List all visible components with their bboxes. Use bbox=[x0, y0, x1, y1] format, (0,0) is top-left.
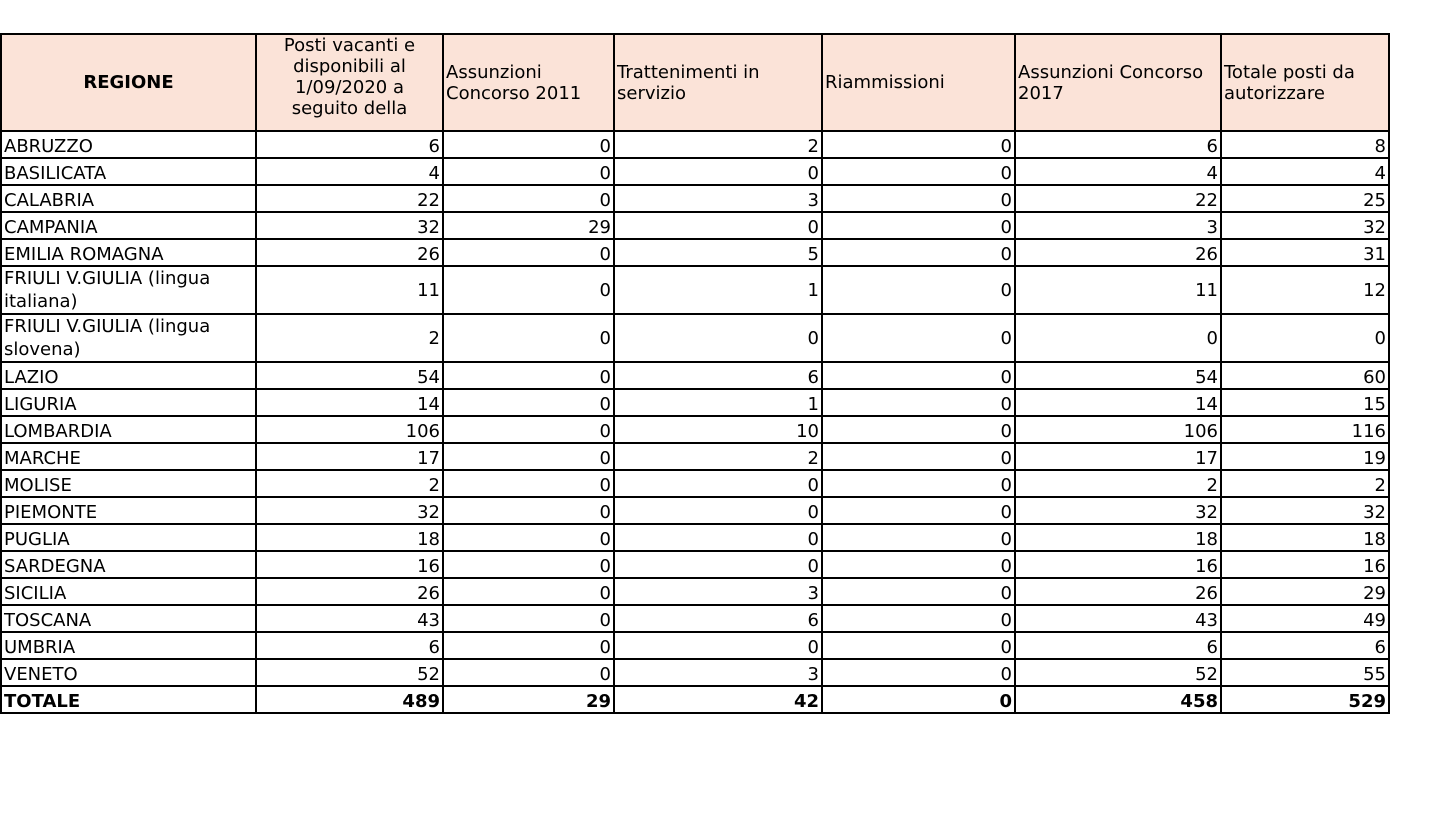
table-row bbox=[1, 416, 1389, 443]
trattenimenti-cell: 2 bbox=[614, 131, 822, 158]
assunzioni-2011-cell: 0 bbox=[443, 524, 614, 551]
table-row bbox=[1, 239, 1389, 266]
riammissioni-cell: 0 bbox=[822, 524, 1015, 551]
trattenimenti-cell: 0 bbox=[614, 212, 822, 239]
totale-cell: 2 bbox=[1221, 470, 1389, 497]
assunzioni-2011-cell: 0 bbox=[443, 605, 614, 632]
table-row bbox=[1, 212, 1389, 239]
totale-cell: 25 bbox=[1221, 185, 1389, 212]
assunzioni-2011-cell: 0 bbox=[443, 443, 614, 470]
assunzioni-2017-cell: 2 bbox=[1015, 470, 1221, 497]
region-cell: PUGLIA bbox=[1, 524, 256, 551]
header-posti-vacanti-text: Posti vacanti e disponibili al 1/09/2020 a seguito della bbox=[283, 35, 416, 119]
totale-cell: 32 bbox=[1221, 212, 1389, 239]
header-totale-posti: Totale posti da autorizzare bbox=[1221, 34, 1389, 131]
table-row bbox=[1, 266, 1389, 314]
header-assunzioni-2011: Assunzioni Concorso 2011 bbox=[443, 34, 614, 131]
assunzioni-2017-cell: 0 bbox=[1015, 314, 1221, 362]
header-riammissioni: Riammissioni bbox=[822, 34, 1015, 131]
total-totale-cell: 529 bbox=[1221, 686, 1389, 713]
trattenimenti-cell: 0 bbox=[614, 524, 822, 551]
posti-cell: 106 bbox=[256, 416, 443, 443]
assunzioni-2011-cell: 29 bbox=[443, 212, 614, 239]
trattenimenti-cell: 3 bbox=[614, 659, 822, 686]
posti-cell: 32 bbox=[256, 497, 443, 524]
region-cell: TOSCANA bbox=[1, 605, 256, 632]
assunzioni-2011-cell: 0 bbox=[443, 239, 614, 266]
posti-cell: 54 bbox=[256, 362, 443, 389]
totale-cell: 6 bbox=[1221, 632, 1389, 659]
region-cell: MOLISE bbox=[1, 470, 256, 497]
assunzioni-2017-cell: 32 bbox=[1015, 497, 1221, 524]
table-row bbox=[1, 551, 1389, 578]
table-row bbox=[1, 314, 1389, 362]
trattenimenti-cell: 6 bbox=[614, 362, 822, 389]
riammissioni-cell: 0 bbox=[822, 314, 1015, 362]
region-cell: UMBRIA bbox=[1, 632, 256, 659]
totale-cell: 15 bbox=[1221, 389, 1389, 416]
table-row bbox=[1, 632, 1389, 659]
region-cell: EMILIA ROMAGNA bbox=[1, 239, 256, 266]
totale-cell: 4 bbox=[1221, 158, 1389, 185]
posti-cell: 52 bbox=[256, 659, 443, 686]
region-cell: FRIULI V.GIULIA (lingua italiana) bbox=[1, 266, 256, 314]
region-cell: SICILIA bbox=[1, 578, 256, 605]
assunzioni-2017-cell: 3 bbox=[1015, 212, 1221, 239]
riammissioni-cell: 0 bbox=[822, 212, 1015, 239]
totale-cell: 12 bbox=[1221, 266, 1389, 314]
assunzioni-2011-cell: 0 bbox=[443, 632, 614, 659]
region-cell: PIEMONTE bbox=[1, 497, 256, 524]
assunzioni-2011-cell: 0 bbox=[443, 497, 614, 524]
assunzioni-2017-cell: 18 bbox=[1015, 524, 1221, 551]
header-posti-vacanti bbox=[256, 34, 443, 131]
table-row bbox=[1, 524, 1389, 551]
assunzioni-2017-cell: 26 bbox=[1015, 578, 1221, 605]
assunzioni-2011-cell: 0 bbox=[443, 578, 614, 605]
trattenimenti-cell: 0 bbox=[614, 632, 822, 659]
posti-cell: 26 bbox=[256, 578, 443, 605]
posti-cell: 4 bbox=[256, 158, 443, 185]
trattenimenti-cell: 0 bbox=[614, 314, 822, 362]
header-regione: REGIONE bbox=[1, 34, 256, 131]
trattenimenti-cell: 3 bbox=[614, 185, 822, 212]
riammissioni-cell: 0 bbox=[822, 551, 1015, 578]
assunzioni-2017-cell: 26 bbox=[1015, 239, 1221, 266]
table-body bbox=[1, 131, 1389, 713]
total-assunzioni-2011-cell: 29 bbox=[443, 686, 614, 713]
region-cell: LAZIO bbox=[1, 362, 256, 389]
table-row bbox=[1, 389, 1389, 416]
region-cell: CALABRIA bbox=[1, 185, 256, 212]
riammissioni-cell: 0 bbox=[822, 470, 1015, 497]
riammissioni-cell: 0 bbox=[822, 389, 1015, 416]
table-row bbox=[1, 578, 1389, 605]
header-assunzioni-2017: Assunzioni Concorso 2017 bbox=[1015, 34, 1221, 131]
totale-cell: 116 bbox=[1221, 416, 1389, 443]
riammissioni-cell: 0 bbox=[822, 497, 1015, 524]
riammissioni-cell: 0 bbox=[822, 362, 1015, 389]
assunzioni-2017-cell: 106 bbox=[1015, 416, 1221, 443]
region-cell: BASILICATA bbox=[1, 158, 256, 185]
posti-cell: 6 bbox=[256, 632, 443, 659]
assunzioni-2017-cell: 4 bbox=[1015, 158, 1221, 185]
riammissioni-cell: 0 bbox=[822, 158, 1015, 185]
riammissioni-cell: 0 bbox=[822, 578, 1015, 605]
trattenimenti-cell: 1 bbox=[614, 389, 822, 416]
region-cell: VENETO bbox=[1, 659, 256, 686]
assunzioni-2017-cell: 54 bbox=[1015, 362, 1221, 389]
table-row bbox=[1, 659, 1389, 686]
table-row bbox=[1, 362, 1389, 389]
assunzioni-2011-cell: 0 bbox=[443, 185, 614, 212]
assunzioni-2017-cell: 17 bbox=[1015, 443, 1221, 470]
table-row bbox=[1, 131, 1389, 158]
regional-positions-table bbox=[0, 33, 1390, 714]
table-row bbox=[1, 470, 1389, 497]
region-cell: LIGURIA bbox=[1, 389, 256, 416]
table-row bbox=[1, 158, 1389, 185]
trattenimenti-cell: 0 bbox=[614, 470, 822, 497]
region-cell: FRIULI V.GIULIA (lingua slovena) bbox=[1, 314, 256, 362]
riammissioni-cell: 0 bbox=[822, 239, 1015, 266]
totale-cell: 29 bbox=[1221, 578, 1389, 605]
riammissioni-cell: 0 bbox=[822, 605, 1015, 632]
trattenimenti-cell: 0 bbox=[614, 551, 822, 578]
riammissioni-cell: 0 bbox=[822, 131, 1015, 158]
posti-cell: 17 bbox=[256, 443, 443, 470]
totale-cell: 32 bbox=[1221, 497, 1389, 524]
totale-cell: 49 bbox=[1221, 605, 1389, 632]
assunzioni-2011-cell: 0 bbox=[443, 389, 614, 416]
assunzioni-2011-cell: 0 bbox=[443, 659, 614, 686]
trattenimenti-cell: 5 bbox=[614, 239, 822, 266]
totale-cell: 55 bbox=[1221, 659, 1389, 686]
assunzioni-2017-cell: 11 bbox=[1015, 266, 1221, 314]
table-row bbox=[1, 185, 1389, 212]
trattenimenti-cell: 1 bbox=[614, 266, 822, 314]
posti-cell: 16 bbox=[256, 551, 443, 578]
totale-cell: 18 bbox=[1221, 524, 1389, 551]
assunzioni-2011-cell: 0 bbox=[443, 470, 614, 497]
total-assunzioni-2017-cell: 458 bbox=[1015, 686, 1221, 713]
posti-cell: 2 bbox=[256, 470, 443, 497]
trattenimenti-cell: 0 bbox=[614, 158, 822, 185]
trattenimenti-cell: 6 bbox=[614, 605, 822, 632]
posti-cell: 6 bbox=[256, 131, 443, 158]
trattenimenti-cell: 10 bbox=[614, 416, 822, 443]
assunzioni-2011-cell: 0 bbox=[443, 131, 614, 158]
assunzioni-2011-cell: 0 bbox=[443, 266, 614, 314]
header-row bbox=[1, 34, 1389, 131]
totale-cell: 8 bbox=[1221, 131, 1389, 158]
riammissioni-cell: 0 bbox=[822, 416, 1015, 443]
assunzioni-2017-cell: 14 bbox=[1015, 389, 1221, 416]
table-header bbox=[1, 34, 1389, 131]
assunzioni-2017-cell: 52 bbox=[1015, 659, 1221, 686]
posti-cell: 18 bbox=[256, 524, 443, 551]
riammissioni-cell: 0 bbox=[822, 659, 1015, 686]
posti-cell: 32 bbox=[256, 212, 443, 239]
riammissioni-cell: 0 bbox=[822, 443, 1015, 470]
trattenimenti-cell: 2 bbox=[614, 443, 822, 470]
trattenimenti-cell: 3 bbox=[614, 578, 822, 605]
table-row bbox=[1, 605, 1389, 632]
posti-cell: 14 bbox=[256, 389, 443, 416]
total-region-cell: TOTALE bbox=[1, 686, 256, 713]
totale-cell: 16 bbox=[1221, 551, 1389, 578]
table-row bbox=[1, 443, 1389, 470]
table-row bbox=[1, 497, 1389, 524]
total-row bbox=[1, 686, 1389, 713]
total-posti-cell: 489 bbox=[256, 686, 443, 713]
total-trattenimenti-cell: 42 bbox=[614, 686, 822, 713]
posti-cell: 11 bbox=[256, 266, 443, 314]
assunzioni-2017-cell: 6 bbox=[1015, 131, 1221, 158]
totale-cell: 31 bbox=[1221, 239, 1389, 266]
assunzioni-2017-cell: 6 bbox=[1015, 632, 1221, 659]
assunzioni-2017-cell: 43 bbox=[1015, 605, 1221, 632]
assunzioni-2011-cell: 0 bbox=[443, 551, 614, 578]
assunzioni-2017-cell: 22 bbox=[1015, 185, 1221, 212]
posti-cell: 2 bbox=[256, 314, 443, 362]
trattenimenti-cell: 0 bbox=[614, 497, 822, 524]
posti-cell: 22 bbox=[256, 185, 443, 212]
assunzioni-2011-cell: 0 bbox=[443, 416, 614, 443]
totale-cell: 0 bbox=[1221, 314, 1389, 362]
region-cell: SARDEGNA bbox=[1, 551, 256, 578]
assunzioni-2011-cell: 0 bbox=[443, 158, 614, 185]
header-trattenimenti: Trattenimenti in servizio bbox=[614, 34, 822, 131]
riammissioni-cell: 0 bbox=[822, 632, 1015, 659]
region-cell: LOMBARDIA bbox=[1, 416, 256, 443]
assunzioni-2011-cell: 0 bbox=[443, 314, 614, 362]
total-riammissioni-cell: 0 bbox=[822, 686, 1015, 713]
posti-cell: 26 bbox=[256, 239, 443, 266]
posti-cell: 43 bbox=[256, 605, 443, 632]
riammissioni-cell: 0 bbox=[822, 185, 1015, 212]
assunzioni-2017-cell: 16 bbox=[1015, 551, 1221, 578]
region-cell: ABRUZZO bbox=[1, 131, 256, 158]
assunzioni-2011-cell: 0 bbox=[443, 362, 614, 389]
riammissioni-cell: 0 bbox=[822, 266, 1015, 314]
totale-cell: 60 bbox=[1221, 362, 1389, 389]
region-cell: MARCHE bbox=[1, 443, 256, 470]
totale-cell: 19 bbox=[1221, 443, 1389, 470]
region-cell: CAMPANIA bbox=[1, 212, 256, 239]
